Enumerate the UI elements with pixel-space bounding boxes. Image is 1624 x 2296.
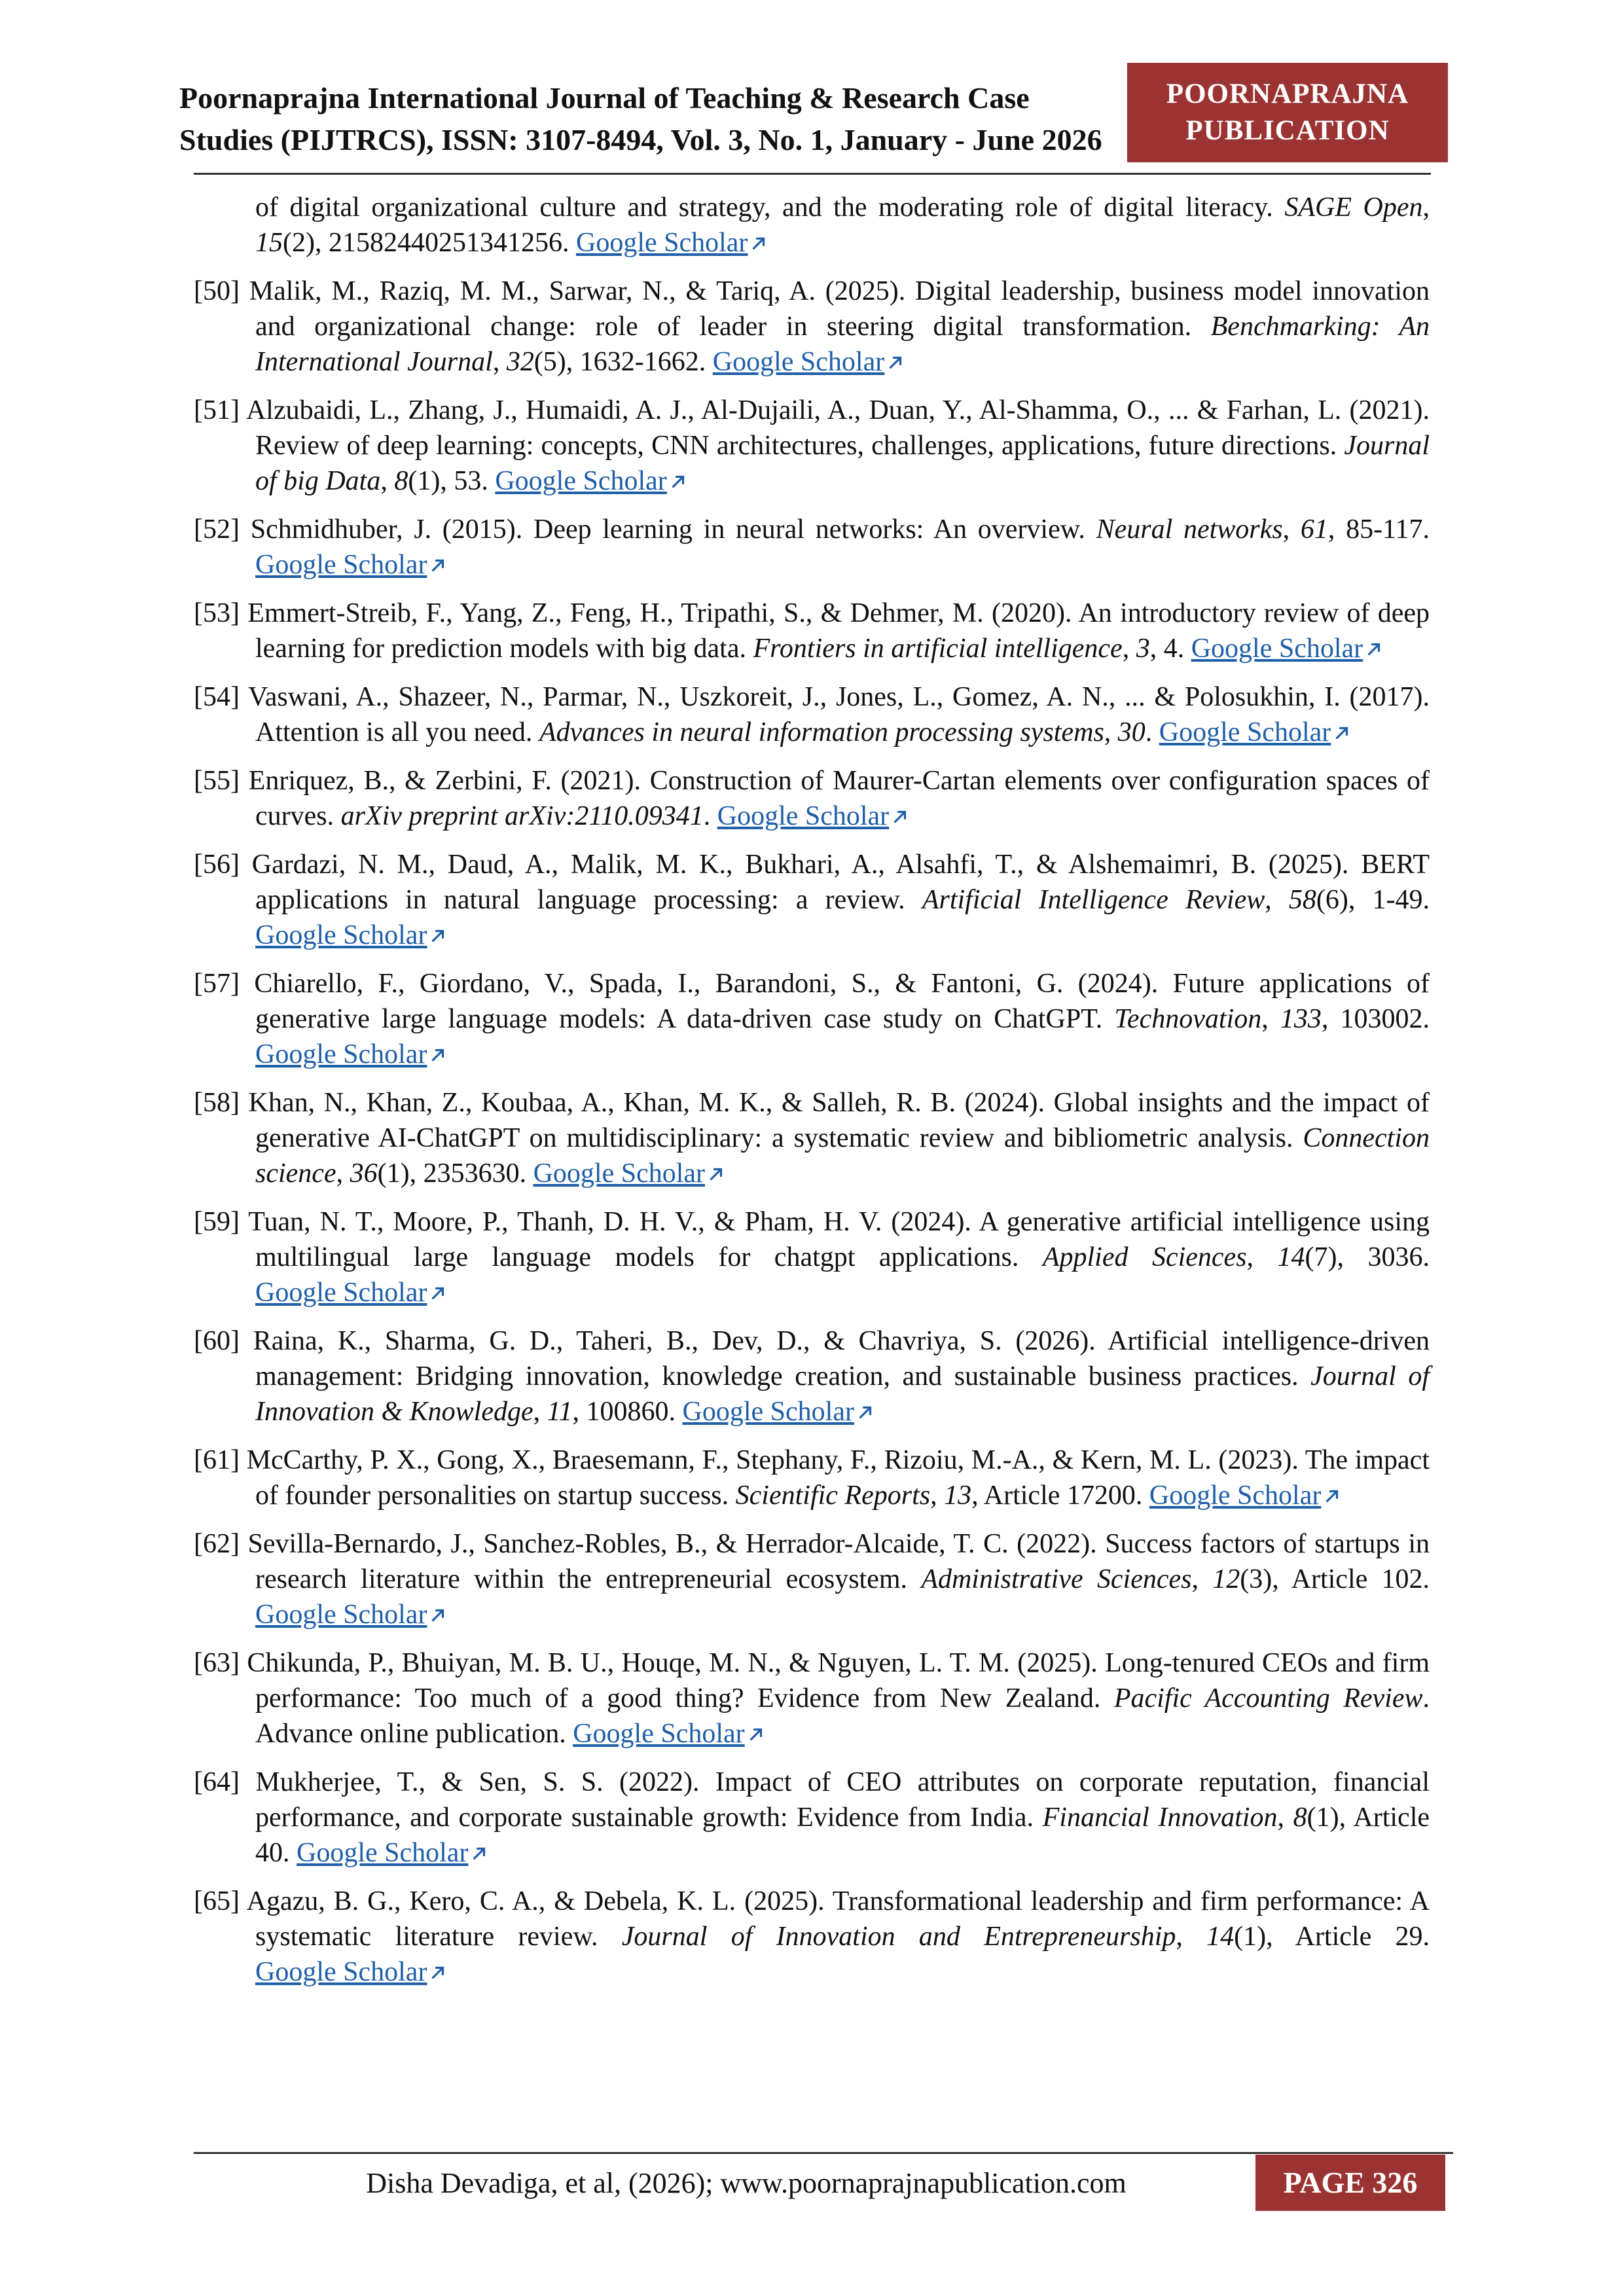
external-link-icon (890, 807, 910, 827)
publisher-badge-line-2: PUBLICATION (1185, 115, 1390, 146)
reference-tail: (3), Article 102. (1240, 1564, 1430, 1594)
reference-sep: , (533, 1397, 547, 1427)
reference-venue: Benchmarking: An International Journal (255, 312, 1430, 377)
reference-sep: , (336, 1158, 350, 1189)
reference-volume: 58 (1288, 885, 1316, 915)
reference-text: Emmert-Streib, F., Yang, Z., Feng, H., Tripathi, S., & Dehmer, M. (2020). An introductory review of deep learning for prediction models with big data. (247, 598, 1430, 664)
reference-sep: , (1265, 885, 1289, 915)
reference-sep: , (380, 466, 395, 496)
google-scholar-link-label: Google Scholar (495, 466, 667, 496)
reference-venue: Connection science (255, 1123, 1430, 1189)
reference-volume: 3 (1136, 634, 1150, 664)
external-link-icon (428, 1283, 448, 1303)
reference-volume: 8 (394, 466, 408, 496)
reference-venue: Frontiers in artificial intelligence (753, 634, 1123, 664)
reference-number: [58] (194, 1088, 240, 1118)
reference-tail: (6), 1-49. (1316, 885, 1430, 915)
reference-tail: (1), 2353630. (377, 1158, 533, 1189)
reference-tail: , 85-117. (1327, 514, 1430, 545)
reference-sep: , (1422, 192, 1430, 223)
reference-text: Sevilla-Bernardo, J., Sanchez-Robles, B., & Herrador-Alcaide, T. C. (2022). Success factors of startups in research literature within the entrepreneurial ecosystem. (247, 1529, 1430, 1594)
reference-number: [65] (194, 1886, 240, 1916)
google-scholar-link-label: Google Scholar (712, 347, 885, 377)
reference-text: Gardazi, N. M., Daud, A., Malik, M. K., Bukhari, A., Alsahfi, T., & Alshemaimri, B. (2025). BERT applications in natural language processing: a review. (251, 850, 1430, 915)
google-scholar-link-label: Google Scholar (297, 1838, 469, 1868)
reference-text: Khan, N., Khan, Z., Koubaa, A., Khan, M. K., & Salleh, R. B. (2024). Global insights and the impact of generative AI-ChatGPT on multidisciplinary: a systematic review and bibliometric analysis. (248, 1088, 1430, 1153)
google-scholar-link-label: Google Scholar (255, 1278, 427, 1308)
publisher-badge-line-1: POORNAPRAJNA (1166, 79, 1409, 109)
reference-venue: Journal of big Data (255, 431, 1430, 496)
google-scholar-link[interactable] (713, 347, 905, 377)
reference-tail: (1), Article 29. (1234, 1922, 1430, 1952)
reference-tail: (1), 53. (408, 466, 496, 496)
reference-sep: , (1261, 1004, 1280, 1034)
reference-text: Alzubaidi, L., Zhang, J., Humaidi, A. J., Al-Dujaili, A., Duan, Y., Al-Shamma, O., ... & Farhan, L. (2021). Review of deep learning: concepts, CNN architectures, challenges, applications, future directions. (245, 395, 1430, 461)
reference-text: Tuan, N. T., Moore, P., Thanh, D. H. V., & Pham, H. V. (2024). A generative artificial intelligence using multilingual large language models for chatgpt applications. (248, 1207, 1430, 1272)
reference-volume: 14 (1206, 1922, 1235, 1952)
reference-venue: Neural networks (1096, 514, 1283, 545)
reference-tail: , 100860. (572, 1397, 683, 1427)
google-scholar-link-label: Google Scholar (255, 1039, 427, 1069)
reference-sep: , (492, 347, 507, 377)
reference-number: [55] (194, 766, 240, 796)
reference-number: [62] (194, 1529, 240, 1559)
google-scholar-link[interactable] (717, 801, 910, 831)
external-link-icon (428, 1605, 448, 1625)
google-scholar-link-label: Google Scholar (255, 1600, 427, 1630)
reference-tail: , 4. (1149, 634, 1191, 664)
reference-number: [50] (194, 276, 240, 306)
journal-header-title (179, 77, 1142, 161)
reference-item (194, 1526, 1430, 1632)
reference-volume: 13 (944, 1480, 972, 1511)
external-link-icon (428, 556, 448, 575)
reference-volume: 12 (1212, 1564, 1240, 1594)
reference-sep: , (930, 1480, 945, 1511)
google-scholar-link[interactable] (255, 1039, 448, 1069)
reference-text: Raina, K., Sharma, G. D., Taheri, B., Dev, D., & Chavriya, S. (2026). Artificial intelligence-driven management: Bridging innovation, knowledge creation, and sustainable business practices. (253, 1326, 1430, 1391)
reference-tail: , 103002. (1321, 1004, 1430, 1034)
google-scholar-link[interactable] (573, 1719, 765, 1749)
reference-sep: , (1176, 1922, 1207, 1952)
reference-venue: Advances in neural information processing systems (539, 717, 1104, 747)
reference-item (194, 679, 1430, 750)
reference-continuation (194, 190, 1430, 260)
external-link-icon (886, 353, 905, 372)
google-scholar-link[interactable] (683, 1397, 875, 1427)
google-scholar-link[interactable] (576, 228, 768, 258)
reference-venue: Journal of Innovation & Knowledge (255, 1361, 1430, 1427)
reference-volume: 14 (1277, 1242, 1305, 1272)
reference-number: [54] (194, 682, 240, 712)
external-link-icon (1332, 723, 1352, 743)
google-scholar-link-label: Google Scholar (1149, 1480, 1322, 1511)
google-scholar-link[interactable] (255, 550, 448, 580)
external-link-icon (749, 234, 768, 253)
reference-tail: (2), 21582440251341256. (283, 228, 576, 258)
external-link-icon (856, 1403, 875, 1422)
reference-item (194, 596, 1430, 666)
reference-venue: arXiv preprint arXiv:2110.09341 (340, 801, 704, 831)
google-scholar-link[interactable] (255, 1957, 448, 1987)
reference-volume: 36 (350, 1158, 378, 1189)
reference-number: [64] (194, 1767, 240, 1797)
reference-item (194, 763, 1430, 834)
reference-venue: Journal of Innovation and Entrepreneurship (621, 1922, 1176, 1952)
reference-volume: 11 (547, 1397, 573, 1427)
external-link-icon (428, 1045, 448, 1065)
external-link-icon (1364, 639, 1384, 659)
reference-item (194, 1085, 1430, 1191)
google-scholar-link-label: Google Scholar (717, 801, 890, 831)
reference-sep: , (1191, 1564, 1213, 1594)
reference-number: [56] (194, 850, 240, 880)
reference-entries (194, 274, 1430, 1990)
reference-text: Mukherjee, T., & Sen, S. S. (2022). Impact of CEO attributes on corporate reputation, financial performance, and corporate sustainable growth: Evidence from India. (255, 1767, 1430, 1833)
reference-sep: , (1104, 717, 1118, 747)
reference-volume: 8 (1293, 1803, 1307, 1833)
google-scholar-link-label: Google Scholar (682, 1397, 854, 1427)
reference-text: Enriquez, B., & Zerbini, F. (2021). Construction of Maurer-Cartan elements over configuration spaces of curves. (248, 766, 1430, 831)
google-scholar-link[interactable] (297, 1838, 489, 1868)
reference-number: [61] (194, 1445, 240, 1475)
reference-venue: Technovation (1114, 1004, 1262, 1034)
reference-text: McCarthy, P. X., Gong, X., Braesemann, F., Stephany, F., Rizoiu, M.-A., & Kern, M. L. (2023). The impact of founder personalities on startup success. (246, 1445, 1430, 1511)
journal-title-line-1: Poornaprajna International Journal of Teaching & Research Case (179, 81, 1030, 115)
publisher-badge (1127, 63, 1448, 162)
reference-sep: , (1246, 1242, 1278, 1272)
reference-tail: (7), 3036. (1305, 1242, 1430, 1272)
reference-item (194, 512, 1430, 583)
reference-text: Malik, M., Raziq, M. M., Sarwar, N., & Tariq, A. (2025). Digital leadership, business model innovation and organizational change: role of leader in steering digital transformation. (249, 276, 1430, 342)
reference-number: [52] (194, 514, 240, 545)
page-number-badge: PAGE 326 (1255, 2155, 1445, 2211)
footer-citation: Disha Devadiga, et al, (2026); www.poornaprajnapublication.com (366, 2167, 1127, 2199)
reference-number: [63] (194, 1648, 240, 1678)
reference-text: Vaswani, A., Shazeer, N., Parmar, N., Uszkoreit, J., Jones, L., Gomez, A. N., ... & Polosukhin, I. (2017). Attention is all you need. (248, 682, 1430, 747)
reference-item (194, 1645, 1430, 1751)
reference-item (194, 1443, 1430, 1513)
reference-item (194, 274, 1430, 380)
header-divider (194, 173, 1431, 175)
google-scholar-link[interactable] (255, 1278, 448, 1308)
reference-volume: 30 (1117, 717, 1146, 747)
reference-venue: Financial Innovation (1042, 1803, 1278, 1833)
reference-venue: Artificial Intelligence Review (922, 885, 1265, 915)
external-link-icon (1322, 1486, 1342, 1506)
reference-number: [60] (194, 1326, 240, 1356)
reference-text: Agazu, B. G., Kero, C. A., & Debela, K. L. (2025). Transformational leadership and firm performance: A systematic literature review. (246, 1886, 1430, 1952)
reference-volume: 133 (1280, 1004, 1322, 1034)
google-scholar-link-label: Google Scholar (1159, 717, 1331, 747)
google-scholar-link-label: Google Scholar (533, 1158, 706, 1189)
reference-text: Schmidhuber, J. (2015). Deep learning in neural networks: An overview. (250, 514, 1096, 545)
google-scholar-link[interactable] (1159, 717, 1352, 747)
reference-number: [59] (194, 1207, 240, 1237)
reference-number: [53] (194, 598, 240, 628)
google-scholar-link-label: Google Scholar (573, 1719, 745, 1749)
external-link-icon (746, 1725, 766, 1744)
reference-venue: Scientific Reports (735, 1480, 931, 1511)
reference-sep: , (1277, 1803, 1293, 1833)
reference-item (194, 1884, 1430, 1990)
reference-venue: Administrative Sciences (921, 1564, 1192, 1594)
reference-number: [57] (194, 969, 240, 999)
external-link-icon (428, 1963, 448, 1982)
reference-number: [51] (194, 395, 240, 425)
reference-text: Chikunda, P., Bhuiyan, M. B. U., Houqe, M. N., & Nguyen, L. T. M. (2025). Long-tenured CEOs and firm performance: Too much of a good thing? Evidence from New Zealand. (247, 1648, 1430, 1713)
reference-volume: 32 (506, 347, 534, 377)
reference-tail: . Advance online publication. (255, 1683, 1430, 1749)
reference-item (194, 847, 1430, 953)
google-scholar-link-label: Google Scholar (255, 920, 427, 950)
reference-text: Chiarello, F., Giordano, V., Spada, I., Barandoni, S., & Fantoni, G. (2024). Future applications of generative large language models: A data-driven case study on ChatGPT. (254, 969, 1430, 1034)
reference-item (194, 966, 1430, 1072)
google-scholar-link[interactable] (1191, 634, 1384, 664)
google-scholar-link[interactable] (495, 466, 687, 496)
reference-tail: (1), Article 40. (255, 1803, 1430, 1868)
external-link-icon (428, 926, 448, 946)
reference-item (194, 1204, 1430, 1310)
journal-title-line-2: Studies (PIJTRCS), ISSN: 3107-8494, Vol. 3, No. 1, January - June 2026 (179, 123, 1102, 156)
reference-text: of digital organizational culture and strategy, and the moderating role of digital literacy. (255, 192, 1285, 223)
google-scholar-link-label: Google Scholar (255, 1957, 427, 1987)
external-link-icon (706, 1164, 726, 1184)
reference-tail: , Article 17200. (971, 1480, 1149, 1511)
reference-tail: . (703, 801, 717, 831)
footer-divider (194, 2152, 1453, 2154)
external-link-icon (469, 1844, 489, 1863)
google-scholar-link-label: Google Scholar (1191, 634, 1363, 664)
reference-tail: . (1145, 717, 1159, 747)
reference-volume: 15 (255, 228, 283, 258)
reference-venue: SAGE Open (1284, 192, 1423, 223)
google-scholar-link[interactable] (1149, 1480, 1342, 1511)
google-scholar-link[interactable] (255, 1600, 448, 1630)
google-scholar-link[interactable] (255, 920, 448, 950)
google-scholar-link[interactable] (533, 1158, 726, 1189)
reference-item (194, 1323, 1430, 1429)
reference-item (194, 393, 1430, 499)
reference-list (194, 190, 1430, 2003)
reference-tail: (5), 1632-1662. (533, 347, 713, 377)
google-scholar-link-label: Google Scholar (575, 228, 748, 258)
reference-sep: , (1282, 514, 1301, 545)
external-link-icon (668, 472, 688, 492)
reference-item (194, 1765, 1430, 1871)
reference-volume: 61 (1300, 514, 1328, 545)
reference-venue: Pacific Accounting Review (1113, 1683, 1423, 1713)
google-scholar-link-label: Google Scholar (255, 550, 427, 580)
reference-sep: , (1122, 634, 1136, 664)
reference-venue: Applied Sciences (1042, 1242, 1247, 1272)
